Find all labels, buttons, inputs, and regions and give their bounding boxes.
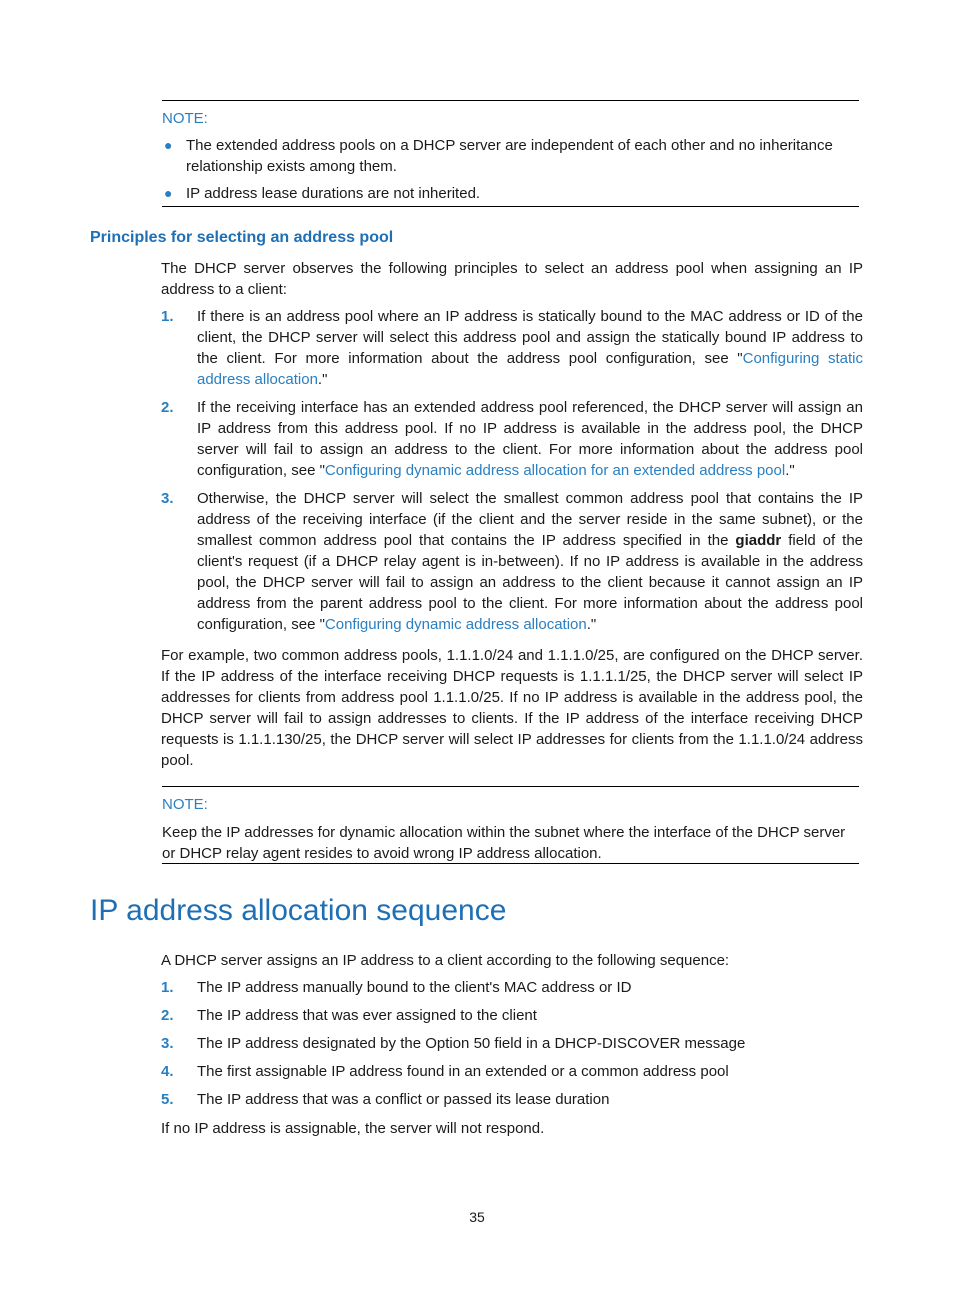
list-text-tail: ." (317, 371, 328, 388)
note-bullet-text: The extended address pools on a DHCP server are independent of each other and no inheritance relationship exists among them. (186, 137, 833, 175)
list-text-tail: ." (586, 616, 597, 633)
list-text: The first assignable IP address found in an extended or a common address pool (197, 1063, 729, 1080)
sequence-footer: If no IP address is assignable, the server will not respond. (161, 1120, 545, 1137)
giaddr-term: giaddr (735, 532, 782, 549)
section-heading: Principles for selecting an address pool (90, 229, 394, 246)
bullet-icon: ● (164, 185, 173, 201)
note-bullet (162, 183, 859, 204)
list-text: Otherwise, the DHCP server will select the smallest common address pool that contains the IP address of the receiving interface (if the client and the server reside in the same subnet), or the smallest common address pool that contains the IP address specified in the (197, 490, 863, 549)
sequence-intro: A DHCP server assigns an IP address to a client according to the following sequence: (161, 952, 730, 969)
list-number: 2. (161, 399, 174, 416)
list-item (161, 1061, 863, 1082)
list-text: The IP address designated by the Option 50 field in a DHCP-DISCOVER message (197, 1035, 746, 1052)
principles-list (161, 306, 863, 635)
link-extended-pool[interactable]: Configuring dynamic address allocation for an extended address pool (324, 462, 786, 479)
list-text: The IP address that was ever assigned to the client (197, 1007, 537, 1024)
example-paragraph: For example, two common address pools, 1.1.1.0/24 and 1.1.1.0/25, are configured on the DHCP server. If the IP address of the interface receiving DHCP requests is 1.1.1.1/25, the DHCP server will select IP addresses for clients from address pool 1.1.1.0/25. If no IP address is available in the address pool, the DHCP server will fail to assign addresses to clients. If the IP address of the interface receiving DHCP requests is 1.1.1.130/25, the DHCP server will select IP addresses for clients from the 1.1.1.0/24 address pool. (161, 647, 863, 769)
list-text: If there is an address pool where an IP address is statically bound to the MAC address or ID of the client, the DHCP server will select this address pool and assign the statically bound IP address to the client. For more information about the address pool configuration, see " (197, 308, 863, 367)
list-item (161, 488, 863, 635)
list-item (161, 1089, 863, 1110)
link-static-allocation[interactable]: Configuring static address allocation (197, 350, 863, 388)
list-item (161, 1005, 863, 1026)
note-text: Keep the IP addresses for dynamic allocation within the subnet where the interface of the DHCP server or DHCP relay agent resides to avoid wrong IP address allocation. (162, 824, 846, 862)
note-box-dynamic-allocation (162, 786, 859, 864)
list-number: 2. (161, 1007, 174, 1024)
note-title: NOTE: (162, 796, 208, 813)
list-text: If the receiving interface has an extended address pool referenced, the DHCP server will assign an IP address from this address pool. If no IP address is available in the address pool, the DHCP server will fail to assign an address to the client. For more information about the address pool configuration, see " (197, 399, 863, 479)
list-item (161, 977, 863, 998)
note-title: NOTE: (162, 110, 208, 127)
note-box-inheritance (162, 100, 859, 207)
note-bullet (162, 135, 859, 177)
list-number: 5. (161, 1091, 174, 1108)
note-bullet-text: IP address lease durations are not inherited. (186, 185, 481, 202)
page-number: 35 (469, 1209, 485, 1225)
list-number: 1. (161, 308, 174, 325)
bullet-icon: ● (164, 137, 173, 153)
list-item (161, 306, 863, 390)
list-item (161, 1033, 863, 1054)
list-number: 1. (161, 979, 174, 996)
list-number: 3. (161, 1035, 174, 1052)
list-text-tail: ." (785, 462, 795, 479)
list-text: The IP address manually bound to the client's MAC address or ID (197, 979, 632, 996)
page-title: IP address allocation sequence (90, 894, 507, 927)
list-text: The IP address that was a conflict or passed its lease duration (197, 1091, 610, 1108)
list-number: 3. (161, 490, 174, 507)
list-item (161, 397, 863, 481)
list-text: field of the client's request (if a DHCP relay agent is in-between). If no IP address is available in the address pool, the DHCP server will fail to assign an address to the client because it cannot assign an IP address from the parent address pool to the client. For more information about the address pool configuration, see " (197, 532, 864, 633)
section-intro: The DHCP server observes the following principles to select an address pool when assigning an IP address to a client: (161, 260, 863, 298)
sequence-list (161, 977, 863, 1110)
link-dynamic-allocation[interactable]: Configuring dynamic address allocation (324, 616, 587, 633)
list-number: 4. (161, 1063, 174, 1080)
